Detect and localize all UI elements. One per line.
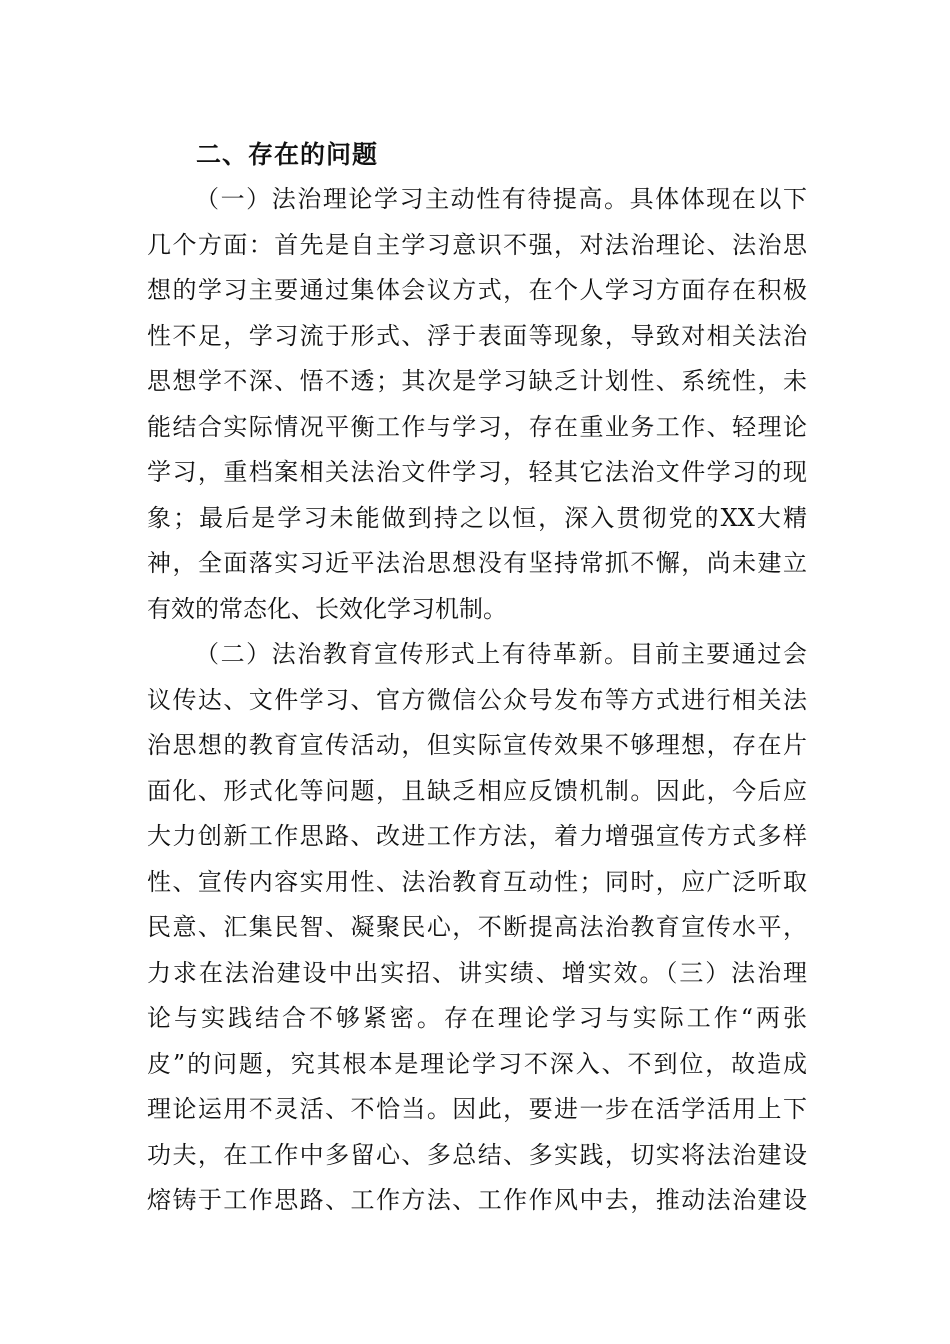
- text-line: 能结合实际情况平衡工作与学习，存在重业务工作、轻理论: [147, 412, 807, 441]
- text-line: 理论运用不灵活、不恰当。因此，要进一步在活学活用上下: [147, 1095, 807, 1123]
- text-line: 想的学习主要通过集体会议方式，在个人学习方面存在积极: [147, 276, 807, 304]
- text-line: （二）法治教育宣传形式上有待革新。目前主要通过会: [195, 640, 807, 668]
- text-line: 有效的常态化、长效化学习机制。: [147, 594, 507, 623]
- text-line: 几个方面：首先是自主学习意识不强，对法治理论、法治思: [147, 230, 807, 259]
- text-line: （一）法治理论学习主动性有待提高。具体体现在以下: [195, 185, 807, 213]
- text-line: 神，全面落实习近平法治思想没有坚持常抓不懈，尚未建立: [147, 549, 807, 577]
- text-line: 性、宣传内容实用性、法治教育互动性；同时，应广泛听取: [147, 867, 807, 896]
- text-line: 大力创新工作思路、改进工作方法，着力增强宣传方式多样: [147, 822, 807, 850]
- text-line: 议传达、文件学习、官方微信公众号发布等方式进行相关法: [147, 685, 807, 714]
- text-line: 思想学不深、悟不透；其次是学习缺乏计划性、系统性，未: [147, 367, 807, 395]
- text-line: 民意、汇集民智、凝聚民心，不断提高法治教育宣传水平，: [147, 913, 807, 941]
- text-line: 象；最后是学习未能做到持之以恒，深入贯彻党的XX大精: [147, 503, 807, 532]
- body-text: [147, 177, 807, 1224]
- text-line: 论与实践结合不够紧密。存在理论学习与实际工作“两张: [147, 1004, 807, 1032]
- text-line: 力求在法治建设中出实招、讲实绩、增实效。（三）法治理: [147, 958, 807, 987]
- text-line: 性不足，学习流于形式、浮于表面等现象，导致对相关法治: [147, 321, 807, 350]
- text-line: 熔铸于工作思路、工作方法、工作作风中去，推动法治建设: [147, 1186, 807, 1214]
- text-line: 面化、形式化等问题，且缺乏相应反馈机制。因此，今后应: [147, 776, 807, 805]
- section-heading: 二、存在的问题: [196, 140, 379, 169]
- text-line: 学习，重档案相关法治文件学习，轻其它法治文件学习的现: [147, 458, 807, 486]
- text-line: 治思想的教育宣传活动，但实际宣传效果不够理想，存在片: [147, 731, 807, 759]
- text-line: 皮”的问题，究其根本是理论学习不深入、不到位，故造成: [147, 1049, 807, 1078]
- text-line: 功夫，在工作中多留心、多总结、多实践，切实将法治建设: [147, 1140, 807, 1169]
